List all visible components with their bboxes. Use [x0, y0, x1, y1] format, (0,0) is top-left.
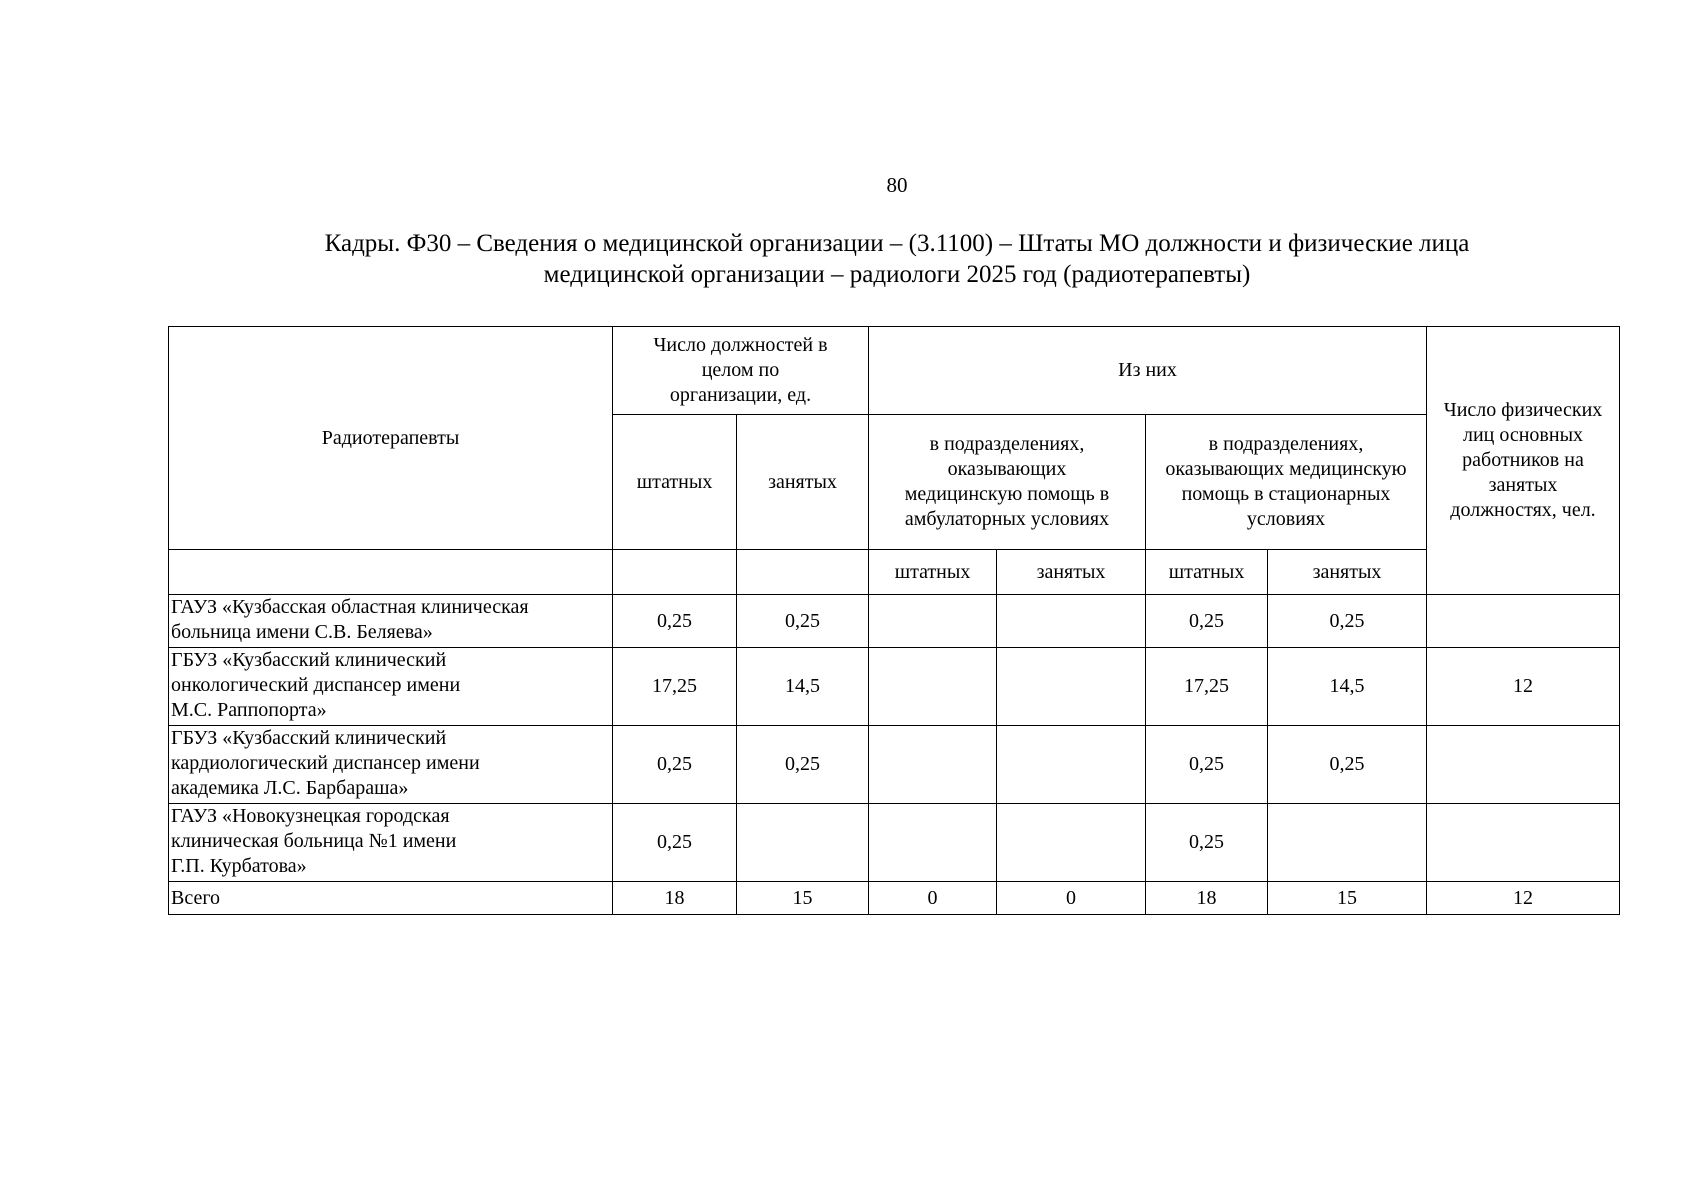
cell-in-occupied: 0,25: [1268, 726, 1427, 804]
table-row: [169, 595, 1620, 648]
header-row-1: [169, 327, 1620, 415]
cell-occupied: 0,25: [737, 726, 869, 804]
cell-in-occupied: 14,5: [1268, 648, 1427, 726]
org-name-line: ГБУЗ «Кузбасский клинический: [171, 649, 447, 671]
cell-in-staff: 17,25: [1146, 648, 1268, 726]
header-empty-cell: [613, 550, 737, 595]
cell-staff: 0,25: [613, 726, 737, 804]
cell-staff: 0,25: [613, 595, 737, 648]
org-name-line: больница имени С.В. Беляева»: [171, 621, 433, 643]
org-name-line: онкологический диспансер имени: [171, 674, 461, 696]
staffing-table: [168, 326, 1620, 915]
header-outpatient-staff: штатных: [869, 550, 997, 595]
header-outpatient-line: амбулаторных условиях: [904, 508, 1110, 530]
org-name-line: кардиологический диспансер имени: [171, 752, 480, 774]
header-inpatient-line: в подразделениях,: [1208, 433, 1364, 455]
header-outpatient-line: в подразделениях,: [929, 433, 1085, 455]
header-positions-total-line: организации, ед.: [669, 384, 812, 406]
total-row: [169, 882, 1620, 915]
header-physical-persons-line: должностях, чел.: [1450, 499, 1596, 521]
header-occupied: занятых: [737, 415, 869, 550]
cell-in-staff: 0,25: [1146, 804, 1268, 882]
cell-persons: 12: [1427, 648, 1620, 726]
org-name-line: Г.П. Курбатова»: [171, 855, 307, 877]
header-of-them: Из них: [869, 327, 1427, 415]
header-outpatient: [869, 415, 1146, 550]
total-out-occupied: 0: [997, 882, 1146, 915]
header-inpatient-line: оказывающих медицинскую: [1165, 458, 1407, 480]
cell-out-occupied: [997, 804, 1146, 882]
header-positions-total-line: целом по: [701, 359, 780, 381]
org-name-line: ГБУЗ «Кузбасский клинический: [171, 727, 447, 749]
header-outpatient-occupied: занятых: [997, 550, 1146, 595]
header-positions-total-line: Число должностей в: [653, 334, 828, 356]
header-physical-persons-line: работников на: [1462, 449, 1584, 471]
total-occupied: 15: [737, 882, 869, 915]
cell-out-staff: [869, 726, 997, 804]
total-label: Всего: [169, 882, 613, 915]
header-radiotherapists: Радиотерапевты: [169, 327, 613, 550]
total-out-staff: 0: [869, 882, 997, 915]
total-staff: 18: [613, 882, 737, 915]
total-persons: 12: [1427, 882, 1620, 915]
table-row: [169, 726, 1620, 804]
cell-in-staff: 0,25: [1146, 726, 1268, 804]
org-name-line: М.С. Раппопорта»: [171, 699, 327, 721]
org-name-line: ГАУЗ «Кузбасская областная клиническая: [171, 596, 529, 618]
cell-in-occupied: 0,25: [1268, 595, 1427, 648]
total-in-occupied: 15: [1268, 882, 1427, 915]
header-physical-persons: [1427, 327, 1620, 595]
cell-out-occupied: [997, 726, 1146, 804]
header-empty-cell: [737, 550, 869, 595]
header-physical-persons-line: Число физических: [1443, 399, 1603, 421]
org-name-line: академика Л.С. Барбараша»: [171, 777, 409, 799]
document-title: [200, 228, 1594, 290]
cell-occupied: [737, 804, 869, 882]
cell-staff: 17,25: [613, 648, 737, 726]
org-name: [169, 804, 613, 882]
table-row: [169, 648, 1620, 726]
cell-out-staff: [869, 648, 997, 726]
org-name: [169, 726, 613, 804]
total-in-staff: 18: [1146, 882, 1268, 915]
header-physical-persons-line: занятых: [1488, 474, 1558, 496]
header-row-3: [169, 550, 1620, 595]
header-outpatient-line: оказывающих: [947, 458, 1067, 480]
header-inpatient-line: помощь в стационарных: [1181, 483, 1391, 505]
page-number: 80: [886, 173, 908, 197]
cell-in-occupied: [1268, 804, 1427, 882]
title-line-1: Кадры. Ф30 – Сведения о медицинской организации – (3.1100) – Штаты МО должности и физические лица: [324, 230, 1470, 257]
cell-staff: 0,25: [613, 804, 737, 882]
header-staff: штатных: [613, 415, 737, 550]
table-row: [169, 804, 1620, 882]
cell-in-staff: 0,25: [1146, 595, 1268, 648]
header-physical-persons-line: лиц основных: [1462, 424, 1584, 446]
cell-out-staff: [869, 804, 997, 882]
header-inpatient-staff: штатных: [1146, 550, 1268, 595]
cell-out-occupied: [997, 595, 1146, 648]
title-line-2: медицинской организации – радиологи 2025 год (радиотерапевты): [543, 261, 1251, 288]
header-inpatient: [1146, 415, 1427, 550]
org-name-line: клиническая больница №1 имени: [171, 830, 457, 852]
cell-out-staff: [869, 595, 997, 648]
header-inpatient-occupied: занятых: [1268, 550, 1427, 595]
header-empty-cell: [169, 550, 613, 595]
cell-persons: [1427, 726, 1620, 804]
cell-persons: [1427, 804, 1620, 882]
cell-occupied: 0,25: [737, 595, 869, 648]
header-inpatient-line: условиях: [1246, 508, 1326, 530]
cell-out-occupied: [997, 648, 1146, 726]
cell-persons: [1427, 595, 1620, 648]
header-positions-total: [613, 327, 869, 415]
cell-occupied: 14,5: [737, 648, 869, 726]
org-name: [169, 595, 613, 648]
org-name: [169, 648, 613, 726]
org-name-line: ГАУЗ «Новокузнецкая городская: [171, 805, 450, 827]
header-outpatient-line: медицинскую помощь в: [904, 483, 1110, 505]
